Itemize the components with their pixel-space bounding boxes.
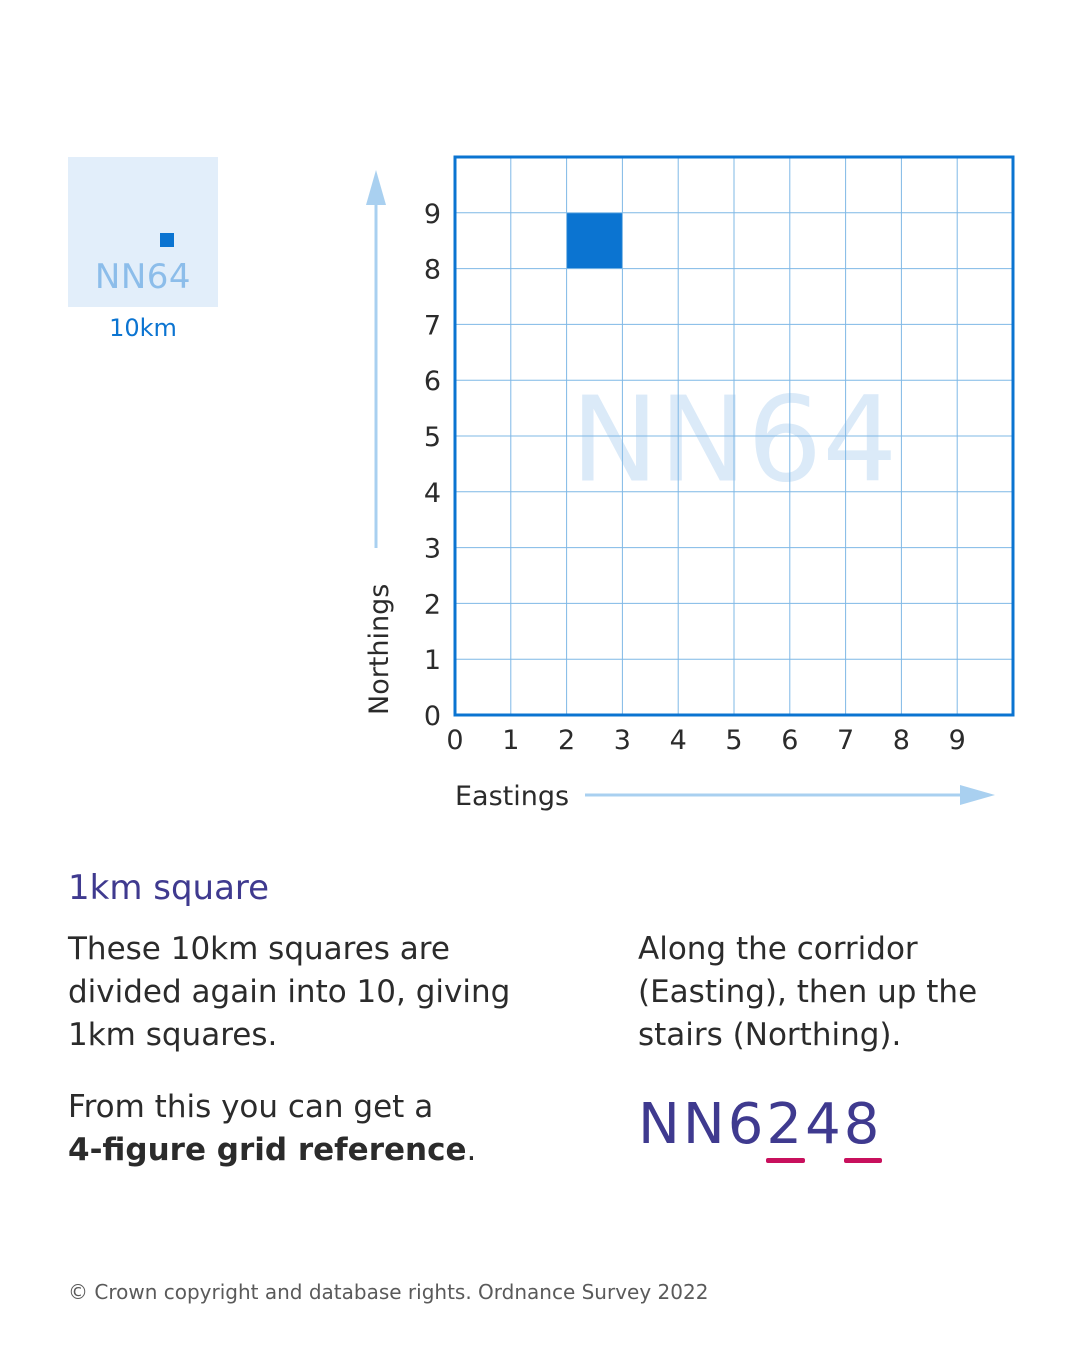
left-para1-line-3: 1km squares.	[68, 1017, 278, 1053]
x-tick-label: 3	[613, 725, 631, 756]
y-axis-label: Northings	[364, 583, 395, 715]
grid-reference	[638, 1092, 882, 1157]
y-tick-label: 2	[423, 589, 441, 621]
grid-ref-northing-digit: 8	[843, 1092, 883, 1157]
right-para-line-2: (Easting), then up the	[638, 974, 978, 1010]
x-tick-label: 1	[502, 725, 520, 756]
x-tick-label: 9	[948, 725, 966, 756]
y-tick-label: 9	[423, 198, 441, 230]
grid-ref-prefix: NN6	[638, 1092, 767, 1157]
x-tick-label: 4	[669, 725, 687, 756]
left-paragraph-2	[68, 1086, 476, 1172]
highlighted-1km-square	[567, 213, 623, 269]
y-tick-label: 3	[423, 533, 441, 565]
left-para2-bold: 4-figure grid reference	[68, 1132, 467, 1168]
left-para2-end: .	[466, 1132, 477, 1168]
y-tick-label: 0	[423, 701, 441, 732]
grid-watermark: NN64	[570, 370, 898, 509]
left-para1-line-1: These 10km squares are	[68, 931, 450, 967]
left-para2-line-1: From this you can get a	[68, 1089, 434, 1125]
section-heading: 1km square	[68, 868, 270, 908]
copyright-footer: © Crown copyright and database rights. Ordnance Survey 2022	[68, 1280, 709, 1304]
grid-ref-mid-digit: 4	[805, 1092, 844, 1157]
x-tick-label: 8	[892, 725, 910, 756]
y-tick-label: 6	[423, 366, 441, 398]
grid-ref-easting-digit: 2	[766, 1092, 806, 1157]
mini-square-label: NN64	[94, 257, 192, 297]
y-tick-label: 8	[423, 254, 441, 286]
x-tick-label: 0	[446, 725, 464, 756]
northings-arrow-head-icon	[366, 170, 386, 205]
left-paragraph-1	[68, 928, 510, 1057]
right-para-line-3: stairs (Northing).	[638, 1017, 902, 1053]
right-paragraph	[638, 928, 977, 1057]
x-tick-label: 7	[837, 725, 855, 756]
x-axis-label: Eastings	[455, 781, 570, 812]
eastings-arrow-head-icon	[960, 785, 995, 805]
x-tick-label: 5	[725, 725, 743, 756]
y-tick-label: 5	[423, 422, 441, 453]
left-para1-line-2: divided again into 10, giving	[68, 974, 511, 1010]
y-tick-label: 7	[423, 310, 441, 342]
right-para-line-1: Along the corridor	[638, 931, 918, 967]
y-tick-label: 4	[423, 477, 441, 509]
x-tick-label: 6	[781, 725, 799, 756]
x-tick-label: 2	[558, 725, 576, 756]
y-tick-label: 1	[423, 645, 441, 677]
mini-scale-label: 10km	[109, 314, 177, 342]
